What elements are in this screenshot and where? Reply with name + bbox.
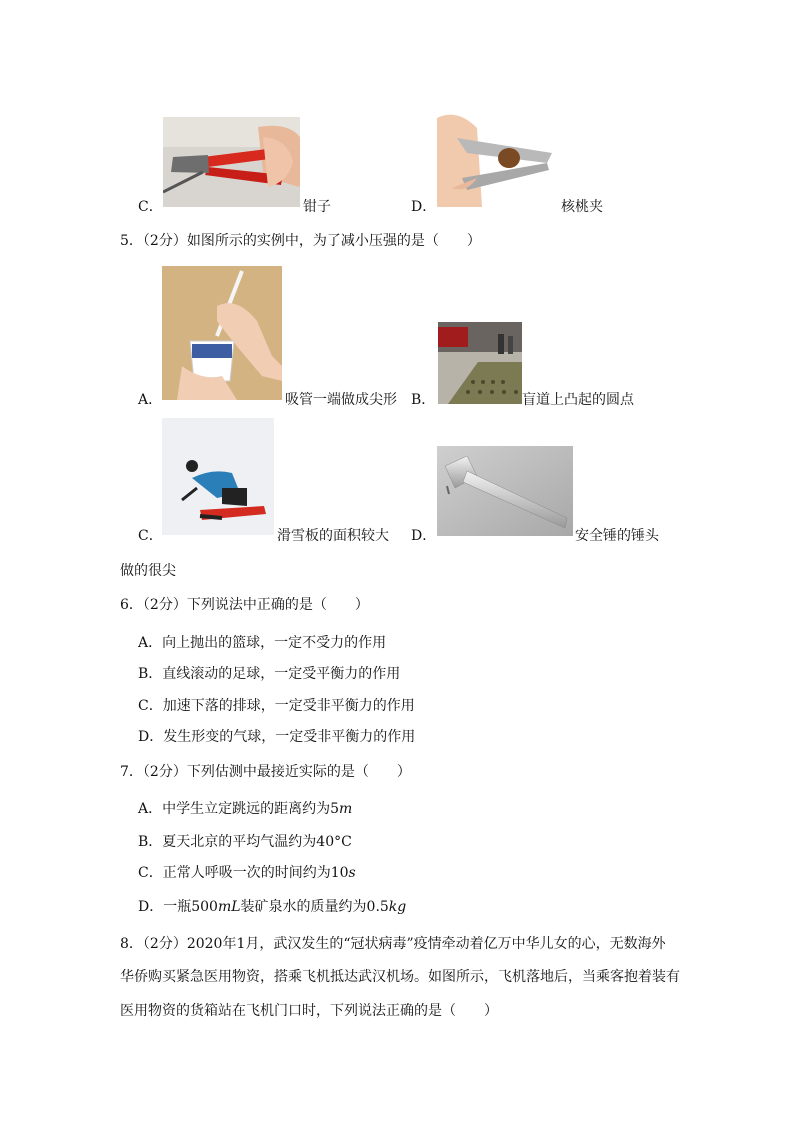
option-text: D．一瓶500 <box>138 899 218 915</box>
safety-hammer-image <box>437 446 573 536</box>
question-6-option-a: A．向上抛出的篮球，一定不受力的作用 <box>138 635 387 651</box>
option-d-caption-continued: 做的很尖 <box>120 563 176 579</box>
question-8-line-2: 华侨购买紧急医用物资，搭乘飞机抵达武汉机场。如图所示，飞机落地后，当乘客抱着装有 <box>120 969 680 985</box>
question-6-option-b: B．直线滚动的足球，一定受平衡力的作用 <box>138 666 401 682</box>
unit: m <box>339 801 353 817</box>
option-b-caption: 盲道上凸起的圆点 <box>522 392 634 408</box>
straw-cup-image <box>162 266 282 400</box>
question-6-option-d: D．发生形变的气球，一定受非平衡力的作用 <box>138 729 416 745</box>
snowboarder-image <box>162 418 274 535</box>
question-7-option-b: B．夏天北京的平均气温约为40°C <box>138 834 352 850</box>
unit: mL <box>217 899 241 915</box>
pliers-image <box>163 117 300 207</box>
option-text: C．正常人呼吸一次的时间约为10 <box>138 865 349 881</box>
question-6-stem: 6．（2分）下列说法中正确的是（ ） <box>120 597 369 613</box>
question-8-line-1: 8．（2分）2020年1月，武汉发生的“冠状病毒”疫情牵动着亿万中华儿女的心，无数海外 <box>120 936 666 952</box>
question-5-stem: 5．（2分）如图所示的实例中，为了减小压强的是（ ） <box>120 233 481 249</box>
option-text: 装矿泉水的质量约为0.5 <box>240 899 389 915</box>
question-7-option-c <box>138 864 356 882</box>
tactile-paving-image <box>438 322 522 404</box>
option-d-label: D． <box>411 199 437 215</box>
nutcracker-image <box>437 108 557 207</box>
option-a-caption: 吸管一端做成尖形 <box>285 392 397 408</box>
question-7-stem: 7．（2分）下列估测中最接近实际的是（ ） <box>120 764 411 780</box>
option-d-caption: 核桃夹 <box>561 199 603 215</box>
unit: s <box>348 865 356 881</box>
option-b-label: B． <box>411 392 436 408</box>
question-6-option-c: C．加速下落的排球，一定受非平衡力的作用 <box>138 698 415 714</box>
option-text: A．中学生立定跳远的距离约为5 <box>138 801 340 817</box>
option-a-label: A． <box>138 392 163 408</box>
question-7-option-d <box>138 898 406 916</box>
option-c-label: C． <box>138 528 163 544</box>
option-d-caption: 安全锤的锤头 <box>575 528 659 544</box>
option-d-label: D． <box>411 528 437 544</box>
option-c-caption: 滑雪板的面积较大 <box>277 528 389 544</box>
question-7-option-a <box>138 800 352 818</box>
option-c-caption: 钳子 <box>303 199 331 215</box>
option-c-label: C． <box>138 199 163 215</box>
question-8-line-3: 医用物资的货箱站在飞机门口时，下列说法正确的是（ ） <box>120 1003 498 1019</box>
unit: kg <box>388 899 407 915</box>
